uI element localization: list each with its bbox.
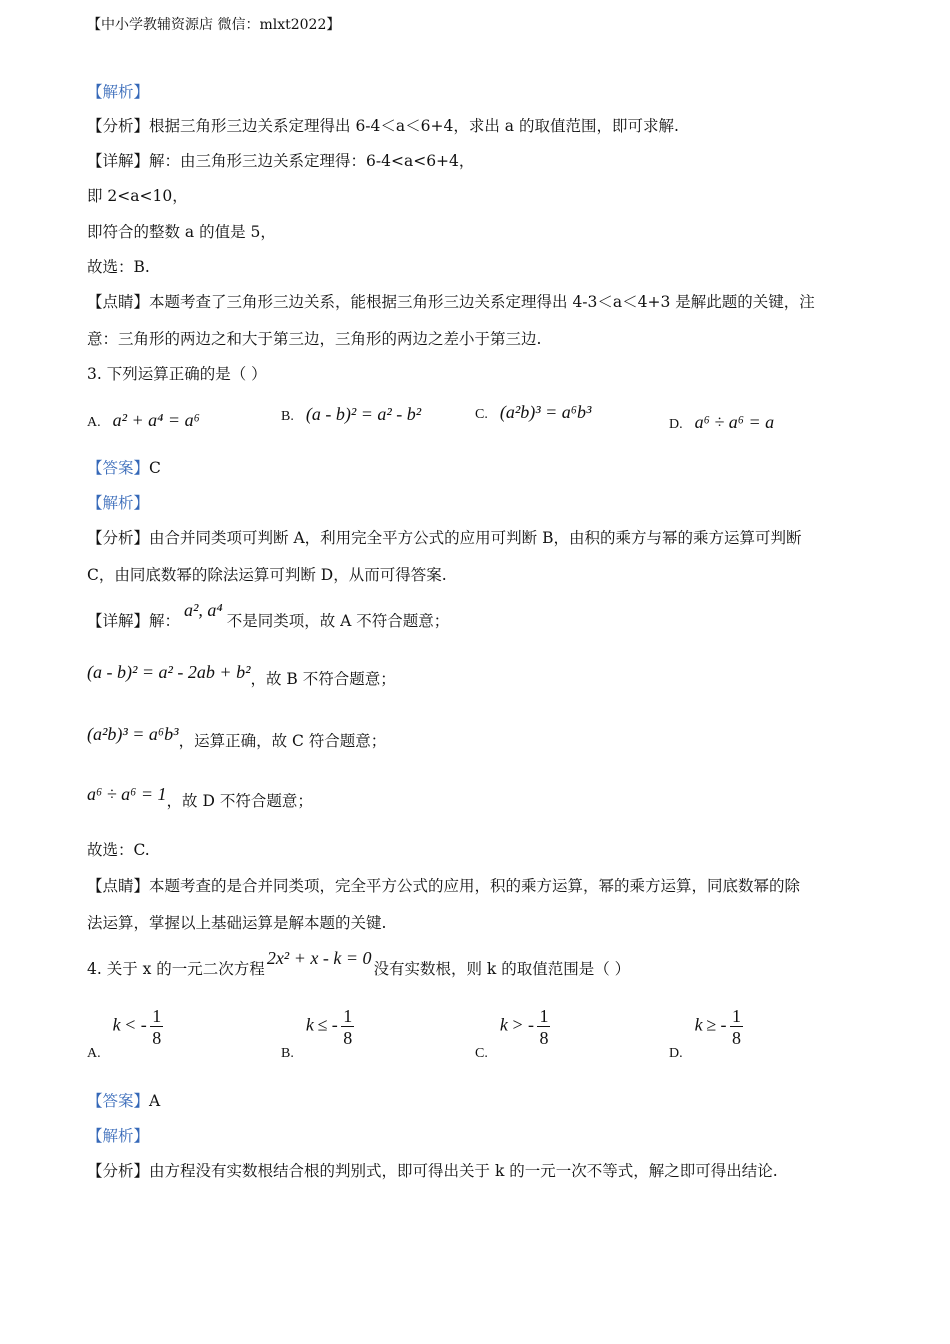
page-header: 【中小学教辅资源店 微信：mlxt2022】 [87, 17, 341, 33]
q4-answer-tag: 【答案】 [87, 1092, 150, 1110]
q2-fenxi-tag: 【分析】 [87, 117, 150, 135]
q4-stem [87, 948, 631, 979]
q4-option-d-label: D. [669, 1045, 683, 1061]
q2-dianjing-tag: 【点睛】 [87, 293, 150, 311]
q4-option-a-lhs: k [112, 1014, 121, 1035]
q4-option-a-op: < - [124, 1014, 147, 1035]
q4-option-c [475, 1006, 550, 1061]
q2-dianjing-1 [87, 292, 815, 312]
q3-option-c [475, 402, 591, 423]
q3-dianjing-text-1: 本题考查的是合并同类项，完全平方公式的应用，积的乘方运算，幂的乘方运算，同底数幂的除 [149, 877, 801, 895]
q3-option-c-expr: (a²b)³ = a⁶b³ [499, 402, 592, 422]
q4-option-d-fraction [730, 1006, 743, 1049]
q4-option-d-lhs: k [694, 1014, 703, 1035]
q3-xiangjie-prefix: 解： [149, 612, 181, 630]
q3-option-b [281, 404, 421, 425]
q3-line-a-expr: a², a⁴ [184, 600, 223, 620]
q3-line-d [87, 784, 313, 811]
q3-xiangjie-tag: 【详解】 [87, 612, 150, 630]
q3-line-c-expr: (a²b)³ = a⁶b³ [87, 724, 179, 744]
q3-dianjing-1 [87, 876, 800, 896]
q2-xiangjie-tag: 【详解】 [87, 152, 150, 170]
q3-line-b-text: ，故 B 不符合题意； [250, 670, 396, 688]
q3-line-b-expr: (a - b)² = a² - 2ab + b² [87, 662, 251, 682]
q3-line-c [87, 724, 387, 751]
q4-option-a [87, 1006, 163, 1061]
q2-fenxi-text: 根据三角形三边关系定理得出 6-4＜a＜6+4，求出 a 的取值范围，即可求解. [149, 117, 679, 135]
q2-jiexi-heading: 【解析】 [87, 83, 150, 101]
q4-answer [87, 1091, 160, 1111]
q3-option-d-expr: a⁶ ÷ a⁶ = a [694, 412, 775, 432]
q4-option-c-num: 1 [539, 1006, 549, 1026]
q4-option-d-op: ≥ - [706, 1014, 727, 1035]
q3-jiexi-heading: 【解析】 [87, 494, 150, 512]
q2-choose: 故选：B. [87, 258, 150, 276]
q2-step2: 即符合的整数 a 的值是 5， [87, 223, 276, 241]
q4-option-d [669, 1006, 743, 1061]
q4-option-b-lhs: k [305, 1014, 314, 1035]
q3-option-b-label: B. [281, 409, 294, 424]
q4-option-c-op: > - [511, 1014, 534, 1035]
q2-dianjing-text-1: 本题考查了三角形三边关系，能根据三角形三边关系定理得出 4-3＜a＜4+3 是解此题的关键，注 [149, 293, 815, 311]
q2-dianjing-2: 意：三角形的两边之和大于第三边，三角形的两边之差小于第三边. [87, 330, 542, 348]
q3-option-b-expr: (a - b)² = a² - b² [305, 404, 422, 424]
q4-option-d-den: 8 [732, 1028, 741, 1048]
q4-answer-value: A [149, 1092, 161, 1110]
q3-option-a-expr: a² + a⁴ = a⁶ [112, 410, 200, 430]
q3-dianjing-2: 法运算，掌握以上基础运算是解本题的关键. [87, 914, 387, 932]
q4-fenxi [87, 1161, 778, 1181]
q3-option-d [669, 412, 774, 433]
q3-fenxi-2: C，由同底数幂的除法运算可判断 D，从而可得答案. [87, 566, 447, 584]
q2-fenxi [87, 116, 679, 136]
q4-option-b-num: 1 [343, 1006, 353, 1026]
q4-option-b [281, 1006, 354, 1061]
q4-option-b-den: 8 [343, 1028, 353, 1048]
q4-option-b-fraction [341, 1006, 354, 1049]
q2-xiangjie-text: 解：由三角形三边关系定理得：6-4<a<6+4， [149, 152, 475, 170]
q3-option-a-label: A. [87, 415, 101, 430]
q3-option-d-label: D. [669, 417, 683, 432]
q4-option-a-den: 8 [152, 1028, 162, 1048]
q2-xiangjie [87, 151, 474, 171]
q4-option-a-num: 1 [152, 1006, 162, 1026]
q3-line-c-text: ，运算正确，故 C 符合题意； [178, 732, 387, 750]
q3-fenxi-text-1: 由合并同类项可判断 A，利用完全平方公式的应用可判断 B，由积的乘方与幂的乘方运算可判断 [149, 529, 802, 547]
q3-dianjing-tag: 【点睛】 [87, 877, 150, 895]
q4-option-d-num: 1 [732, 1006, 741, 1026]
q4-option-a-label: A. [87, 1045, 101, 1061]
q4-option-b-label: B. [281, 1045, 294, 1061]
q4-option-c-label: C. [475, 1045, 488, 1061]
q3-option-a [87, 410, 200, 431]
q4-equation: 2x² + x - k = 0 [266, 948, 372, 968]
q3-answer [87, 458, 161, 478]
q4-option-b-op: ≤ - [317, 1014, 338, 1035]
q4-option-c-lhs: k [499, 1014, 508, 1035]
q4-option-a-fraction [150, 1006, 163, 1049]
q3-option-c-label: C. [475, 407, 488, 422]
q4-fenxi-tag: 【分析】 [87, 1162, 150, 1180]
q3-choose: 故选：C. [87, 841, 150, 859]
q3-xiangjie-a [87, 600, 450, 631]
q3-answer-tag: 【答案】 [87, 459, 150, 477]
q4-stem-b: 没有实数根，则 k 的取值范围是（ ） [373, 960, 631, 978]
q4-option-c-fraction [537, 1006, 550, 1049]
q3-answer-value: C [149, 459, 161, 477]
q2-step1: 即 2<a<10， [87, 187, 188, 205]
q3-fenxi-tag: 【分析】 [87, 529, 150, 547]
q4-option-c-den: 8 [539, 1028, 549, 1048]
q4-fenxi-text: 由方程没有实数根结合根的判别式，即可得出关于 k 的一元一次不等式，解之即可得出结论. [149, 1162, 778, 1180]
q3-line-a-text: 不是同类项，故 A 不符合题意； [226, 612, 450, 630]
q3-line-d-expr: a⁶ ÷ a⁶ = 1 [87, 784, 167, 804]
q4-stem-a: 4. 关于 x 的一元二次方程 [87, 960, 265, 978]
q3-line-d-text: ，故 D 不符合题意； [166, 792, 313, 810]
q3-stem: 3. 下列运算正确的是（ ） [87, 365, 267, 383]
q3-line-b [87, 662, 396, 689]
q4-jiexi-heading: 【解析】 [87, 1127, 150, 1145]
q3-fenxi-1 [87, 528, 801, 548]
